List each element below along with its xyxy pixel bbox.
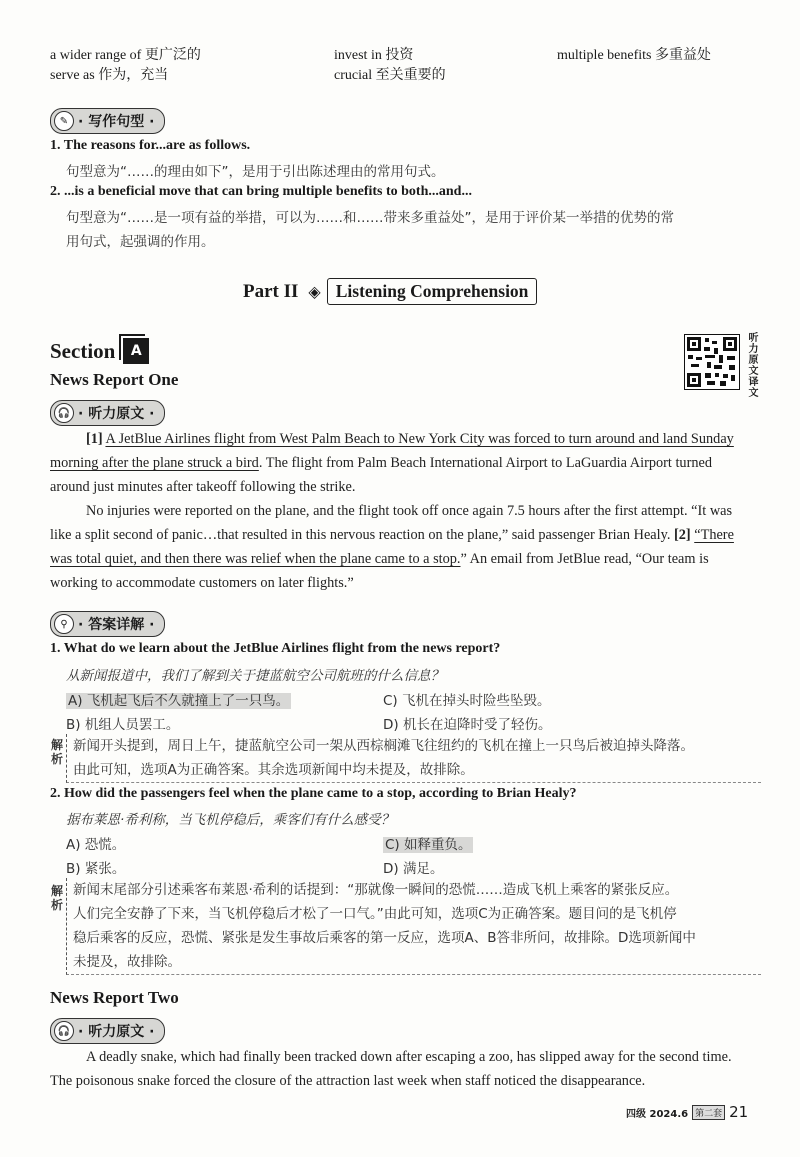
- report-1-paragraph-2: [50, 499, 760, 595]
- underlined-answer: morning after the plane struck a bird: [50, 455, 259, 471]
- listening-text-badge: [50, 1018, 165, 1044]
- report-2-title: News Report Two: [50, 988, 179, 1007]
- headphones-icon: 🎧: [54, 403, 74, 423]
- answer-explanation-badge: [50, 611, 165, 637]
- text: . The flight from Palm Beach International Airport to LaGuardia Airport turned: [258, 455, 712, 471]
- option-a[interactable]: A) 恐慌。: [66, 837, 126, 853]
- vocab-item: multiple benefits 多重益处: [557, 48, 711, 63]
- text: ” An email from JetBlue read, “Our team is: [460, 551, 709, 567]
- text-line: working to accommodate customers on later flights.”: [50, 575, 354, 591]
- part-label: Part II: [243, 280, 299, 302]
- question-2-analysis: [66, 878, 761, 975]
- section-letter-badge: A: [123, 338, 149, 364]
- pattern-number: 1.: [50, 138, 61, 153]
- option-d[interactable]: D) 机长在迫降时受了轻伤。: [383, 717, 552, 733]
- analysis-line: 稳后乘客的反应，恐慌、紧张是发生事故后乘客的第一反应，选项A、B答非所问，故排除。D选项新闻中: [73, 930, 696, 946]
- diamond-arrow-icon: ◈: [308, 282, 321, 301]
- page-footer: [626, 1103, 748, 1121]
- option-c[interactable]: [383, 833, 473, 853]
- question-1-title: 1. What do we learn about the JetBlue Airlines flight from the news report?: [50, 641, 501, 656]
- underlined-answer: “There: [694, 527, 734, 543]
- analysis-line: 人们完全安静了下来，当飞机停稳后才松了一口气。”由此可知，选项C为正确答案。题目问的是飞机停: [73, 906, 677, 922]
- qr-caption: 听力原文译文: [746, 332, 757, 398]
- search-icon: ⚲: [54, 614, 74, 634]
- analysis-line: 由此可知，选项A为正确答案。其余选项新闻中均未提及，故排除。: [73, 762, 474, 778]
- pen-icon: ✎: [54, 111, 74, 131]
- option-b[interactable]: B) 机组人员罢工。: [66, 717, 180, 733]
- question-2-translation: 据布莱恩·希利称，当飞机停稳后，乘客们有什么感受？: [66, 812, 395, 828]
- section-heading: [50, 338, 149, 364]
- badge-label: · 答案详解 ·: [78, 617, 155, 633]
- analysis-tag: 解析: [50, 738, 63, 766]
- text-line: [50, 547, 760, 571]
- sentence-marker: [2]: [673, 527, 691, 543]
- question-1-analysis: [66, 734, 761, 783]
- issue-label: 四级 2024.6: [626, 1108, 689, 1120]
- analysis-line: 新闻开头提到，周日上午，捷蓝航空公司一架从西棕榈滩飞往纽约的飞机在撞上一只鸟后被迫掉头降落。: [73, 738, 694, 754]
- analysis-line: 未提及，故排除。: [73, 954, 181, 970]
- text-line: [50, 523, 760, 547]
- option-b[interactable]: B) 紧张。: [66, 861, 126, 877]
- text-line: A deadly snake, which had finally been tracked down after escaping a zoo, has slipped away for the second time.: [86, 1049, 732, 1065]
- text: like a split second of panic…that resulted in this nervous reaction on the plane,” said passenger Brian Healy.: [50, 527, 674, 543]
- correct-answer-highlight: C) 如释重负。: [385, 837, 472, 853]
- vocab-col-3: [557, 46, 711, 66]
- text-line: [50, 427, 760, 451]
- option-c[interactable]: C) 飞机在掉头时险些坠毁。: [383, 693, 551, 709]
- question-2-title: 2. How did the passengers feel when the plane came to a stop, according to Brian Healy?: [50, 786, 577, 801]
- text-line: around just minutes after takeoff following the strike.: [50, 479, 356, 495]
- vocab-item: serve as 作为，充当: [50, 68, 169, 83]
- underlined-answer: was total quiet, and then there was relief when the plane came to a stop.: [50, 551, 461, 567]
- vocab-col-2: [334, 46, 446, 86]
- analysis-tag: 解析: [50, 884, 63, 912]
- correct-answer-highlight: A) 飞机起飞后不久就撞上了一只鸟。: [68, 693, 290, 709]
- sentence-marker: [1]: [86, 431, 103, 447]
- text-line: [50, 451, 760, 475]
- qr-code-icon[interactable]: [684, 334, 740, 390]
- text-line: No injuries were reported on the plane, and the flight took off once again 7.5 hours after the first attempt. “It was: [86, 503, 733, 519]
- pattern-2-desc-line-2: 用句式，起强调的作用。: [66, 234, 215, 250]
- pattern-text: ...is a beneficial move that can bring multiple benefits to both...and...: [64, 184, 472, 199]
- vocab-item: a wider range of 更广泛的: [50, 48, 201, 63]
- report-1-title: News Report One: [50, 370, 179, 389]
- section-label: Section: [50, 338, 116, 363]
- pattern-1-desc: 句型意为“……的理由如下”，是用于引出陈述理由的常用句式。: [66, 164, 445, 180]
- pattern-1-title: [50, 138, 250, 154]
- vocab-item: invest in 投资: [334, 48, 414, 63]
- badge-label: · 写作句型 ·: [78, 114, 155, 130]
- vocab-item: crucial 至关重要的: [334, 68, 446, 83]
- option-d[interactable]: D) 满足。: [383, 861, 444, 877]
- pattern-2-desc-line-1: 句型意为“……是一项有益的举措，可以为……和……带来多重益处”，是用于评价某一举措的优势的常: [66, 210, 674, 226]
- part-heading: [243, 278, 537, 305]
- set-tag: 第二套: [692, 1105, 725, 1120]
- writing-patterns-badge: [50, 108, 165, 134]
- underlined-answer: A JetBlue Airlines flight from West Palm Beach to New York City was forced to turn around and land Sunday: [105, 431, 734, 447]
- report-1-paragraph-1: [50, 427, 760, 499]
- text-line: The poisonous snake forced the closure of the attraction last week when staff noticed the disappearance.: [50, 1073, 646, 1089]
- pattern-number: 2.: [50, 184, 61, 199]
- badge-label: · 听力原文 ·: [78, 406, 155, 422]
- page-number: 21: [729, 1103, 749, 1121]
- option-a[interactable]: [66, 689, 291, 709]
- report-2-paragraph-1: [50, 1045, 762, 1093]
- badge-label: · 听力原文 ·: [78, 1024, 155, 1040]
- headphones-icon: 🎧: [54, 1021, 74, 1041]
- part-box-title: Listening Comprehension: [327, 278, 538, 305]
- pattern-2-title: [50, 184, 472, 200]
- pattern-text: The reasons for...are as follows.: [63, 138, 251, 153]
- vocab-col-1: [50, 46, 201, 86]
- listening-text-badge: [50, 400, 165, 426]
- analysis-line: 新闻末尾部分引述乘客布莱恩·希利的话提到：“那就像一瞬间的恐慌……造成飞机上乘客的紧张反应。: [73, 882, 679, 898]
- question-1-translation: 从新闻报道中，我们了解到关于捷蓝航空公司航班的什么信息？: [66, 668, 444, 684]
